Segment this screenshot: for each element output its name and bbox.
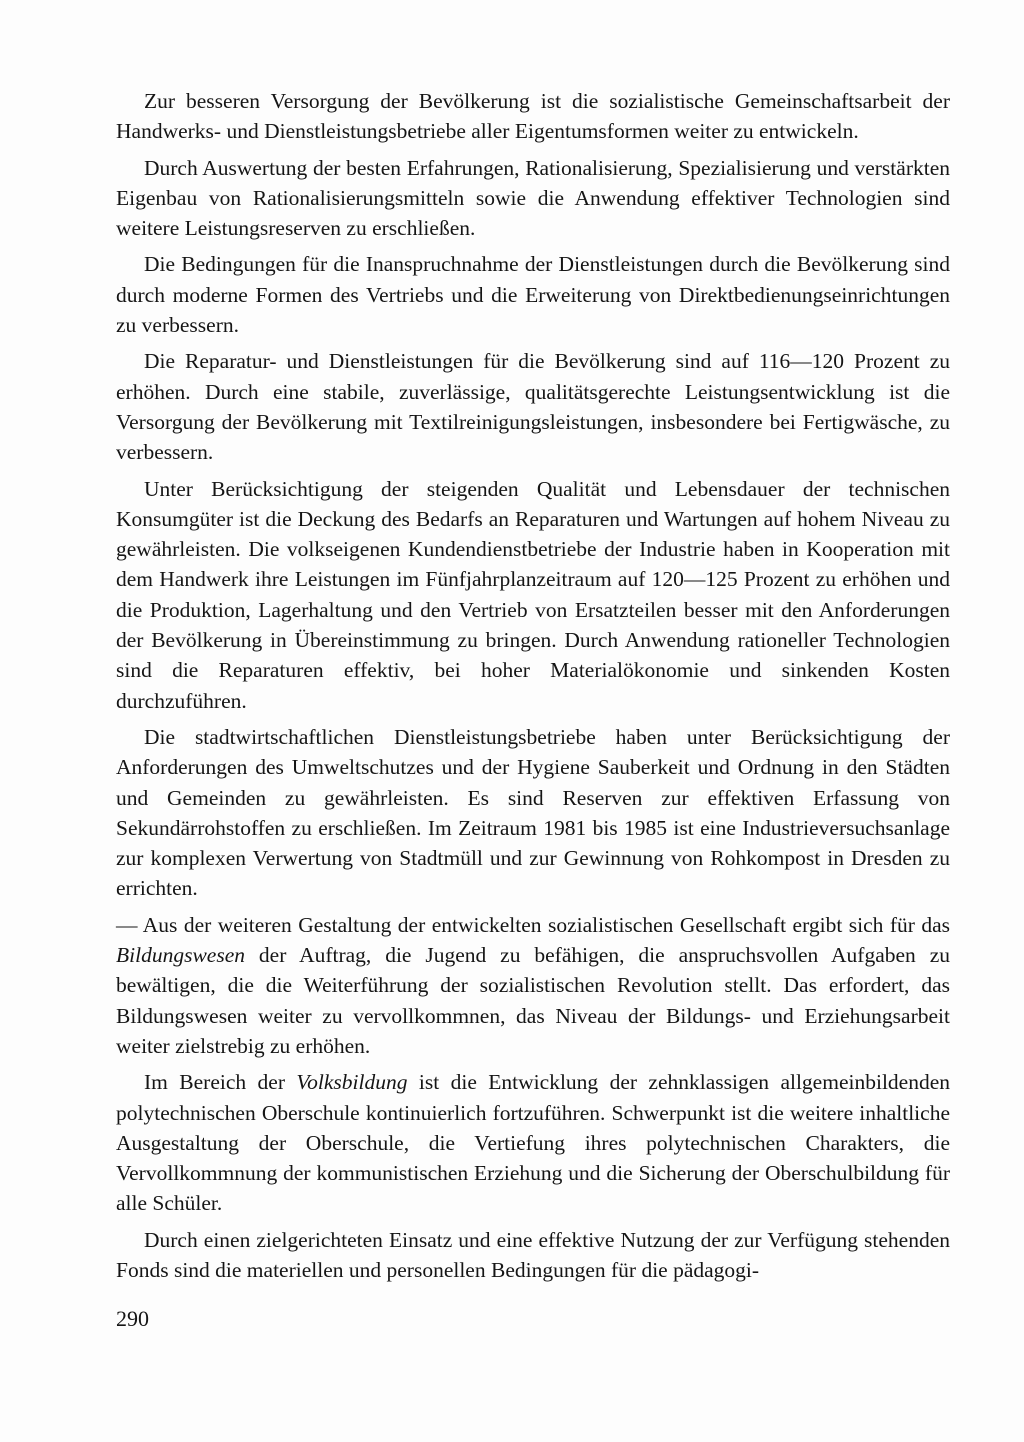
emphasis-volksbildung: Volksbildung <box>296 1070 408 1095</box>
paragraph-4: Die Reparatur- und Dienstleistungen für die Bevölkerung sind auf 116—120 Prozent zu erhöhen. Durch eine stabile, zuverlässige, qualitätsgerechte Leistungsentwicklung ist die Versorgung der Bevölkerung mit Textilreinigungsleistungen, insbesondere bei Fertigwäsche, zu verbessern. <box>116 349 950 465</box>
paragraph-8-rest: ist die Entwicklung der zehnklassigen allgemeinbildenden polytechnischen Oberschule kontinuierlich fortzuführen. Schwerpunkt ist die weitere inhaltliche Ausgestaltung der Oberschule, die Vertiefung ihres polytechnischen Charakters, die Vervollkommnung der kommunistischen Erziehung und die Sicherung der Oberschulbildung für alle Schüler. <box>116 1070 950 1216</box>
emphasis-bildungswesen: Bildungswesen <box>116 943 245 968</box>
page-number: 290 <box>116 1306 149 1331</box>
body-text <box>116 86 950 1285</box>
paragraph-9: Durch einen zielgerichteten Einsatz und eine effektive Nutzung der zur Verfügung stehenden Fonds sind die materiellen und personellen Bedingungen für die pädagogi- <box>116 1227 950 1282</box>
paragraph-2: Durch Auswertung der besten Erfahrungen, Rationalisierung, Spezialisierung und verstärkten Eigenbau von Rationalisierungsmitteln sowie die Anwendung effektiver Technologien sind weitere Leistungsreserven zu erschließen. <box>116 155 950 241</box>
paragraph-7 <box>116 910 950 1061</box>
paragraph-1: Zur besseren Versorgung der Bevölkerung ist die sozialistische Gemeinschaftsarbeit der Handwerks- und Dienstleistungsbetriebe aller Eigentumsformen weiter zu entwickeln. <box>116 89 950 144</box>
paragraph-6: Die stadtwirtschaftlichen Dienstleistungsbetriebe haben unter Berücksichtigung der Anforderungen des Umweltschutzes und der Hygiene Sauberkeit und Ordnung in den Städten und Gemeinden zu gewährleisten. Es sind Reserven zur effektiven Erfassung von Sekundärrohstoffen zu erschließen. Im Zeitraum 1981 bis 1985 ist eine Industrieversuchsanlage zur komplexen Verwertung von Stadtmüll und zur Gewinnung von Rohkompost in Dresden zu errichten. <box>116 724 950 901</box>
paragraph-7-rest: der Auftrag, die Jugend zu befähigen, die anspruchsvollen Aufgaben zu bewältigen, die die Weiterführung der sozialistischen Revolution stellt. Das erfordert, das Bildungswesen weiter zu vervollkommnen, das Niveau der Bildungs- und Erziehungsarbeit weiter zielstrebig zu erhöhen. <box>116 943 950 1058</box>
paragraph-5: Unter Berücksichtigung der steigenden Qualität und Lebensdauer der technischen Konsumgüter ist die Deckung des Bedarfs an Reparaturen und Wartungen auf hohem Niveau zu gewährleisten. Die volkseigenen Kundendienstbetriebe der Industrie haben in Kooperation mit dem Handwerk ihre Leistungen im Fünfjahrplanzeitraum auf 120—125 Prozent zu erhöhen und die Produktion, Lagerhaltung und den Vertrieb von Ersatzteilen besser mit den Anforderungen der Bevölkerung in Übereinstimmung zu bringen. Durch Anwendung rationeller Technologien sind die Reparaturen effektiv, bei hoher Materialökonomie und sinkenden Kosten durchzuführen. <box>116 476 950 713</box>
paragraph-8-lead: Im Bereich der <box>144 1070 297 1095</box>
paragraph-3: Die Bedingungen für die Inanspruchnahme der Dienstleistungen durch die Bevölkerung sind durch moderne Formen des Vertriebs und die Erweiterung von Direktbedienungseinrichtungen zu verbessern. <box>116 252 950 338</box>
paragraph-7-lead: — Aus der weiteren Gestaltung der entwickelten sozialistischen Gesellschaft ergibt sich für das <box>116 912 950 937</box>
paragraph-8 <box>116 1067 950 1218</box>
